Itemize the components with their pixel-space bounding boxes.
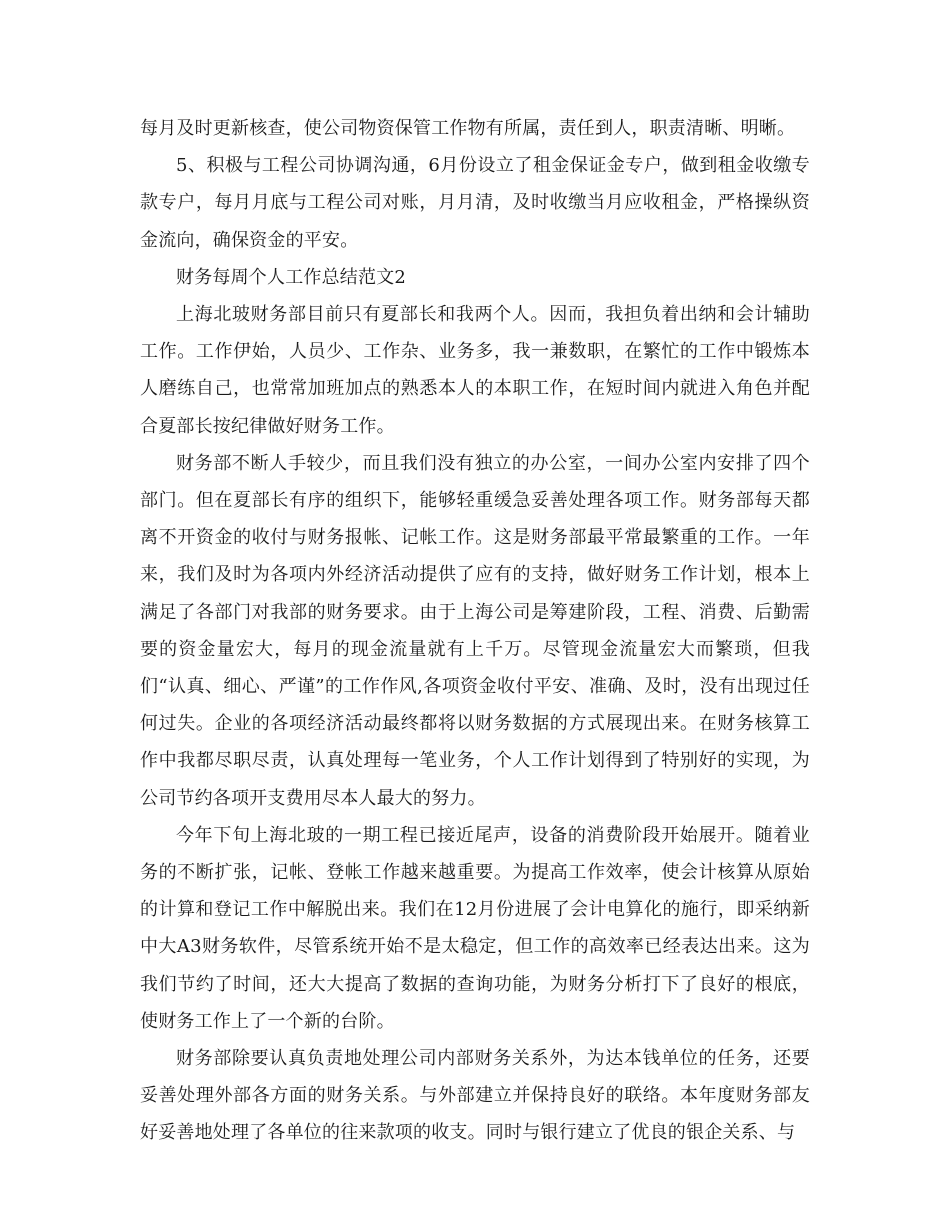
document-body	[140, 110, 810, 1152]
paragraph-external-relations: 财务部除要认真负责地处理公司内部财务关系外，为达本钱单位的任务，还要妥善处理外部各方面的财务关系。与外部建立并保持良好的联络。本年度财务部友好妥善地处理了各单位的往来款项的收支。同时与银行建立了优良的银企关系、与	[140, 1048, 810, 1144]
paragraph-item-5: 5、积极与工程公司协调沟通，6月份设立了租金保证金专户，做到租金收缴专款专户，每月月底与工程公司对账，月月清，及时收缴当月应收租金，严格操纵资金流向，确保资金的平安。	[140, 155, 810, 251]
paragraph-intro: 上海北玻财务部目前只有夏部长和我两个人。因而，我担负着出纳和会计辅助工作。工作伊始，人员少、工作杂、业务多，我一兼数职，在繁忙的工作中锻炼本人磨练自己，也常常加班加点的熟悉本人的本职工作，在短时间内就进入角色并配合夏部长按纪律做好财务工作。	[140, 304, 810, 437]
section-heading: 财务每周个人工作总结范文2	[176, 266, 407, 288]
paragraph-staffing: 财务部不断人手较少，而且我们没有独立的办公室，一间办公室内安排了四个部门。但在夏部长有序的组织下，能够轻重缓急妥善处理各项工作。财务部每天都离不开资金的收付与财务报帐、记帐工作。这是财务部最平常最繁重的工作。一年来，我们及时为各项内外经济活动提供了应有的支持，做好财务工作计划，根本上满足了各部门对我部的财务要求。由于上海公司是筹建阶段，工程、消费、后勤需要的资金量宏大，每月的现金流量就有上千万。尽管现金流量宏大而繁琐，但我们“认真、细心、严谨”的工作作风,各项资金收付平安、准确、及时，没有出现过任何过失。企业的各项经济活动最终都将以财务数据的方式展现出来。在财务核算工作中我都尽职尽责，认真处理每一笔业务，个人工作计划得到了特别好的实现，为公司节约各项开支费用尽本人最大的努力。	[140, 452, 810, 809]
paragraph-continuation: 每月及时更新核查，使公司物资保管工作物有所属，责任到人，职责清晰、明晰。	[140, 118, 796, 139]
paragraph-computerization: 今年下旬上海北玻的一期工程已接近尾声，设备的消费阶段开始展开。随着业务的不断扩张，记帐、登帐工作越来越重要。为提高工作效率，使会计核算从原始的计算和登记工作中解脱出来。我们在12月份进展了会计电算化的施行，即采纳新中大A3财务软件，尽管系统开始不是太稳定，但工作的高效率已经表达出来。这为我们节约了时间，还大大提高了数据的查询功能，为财务分析打下了良好的根底，使财务工作上了一个新的台阶。	[140, 824, 810, 1032]
